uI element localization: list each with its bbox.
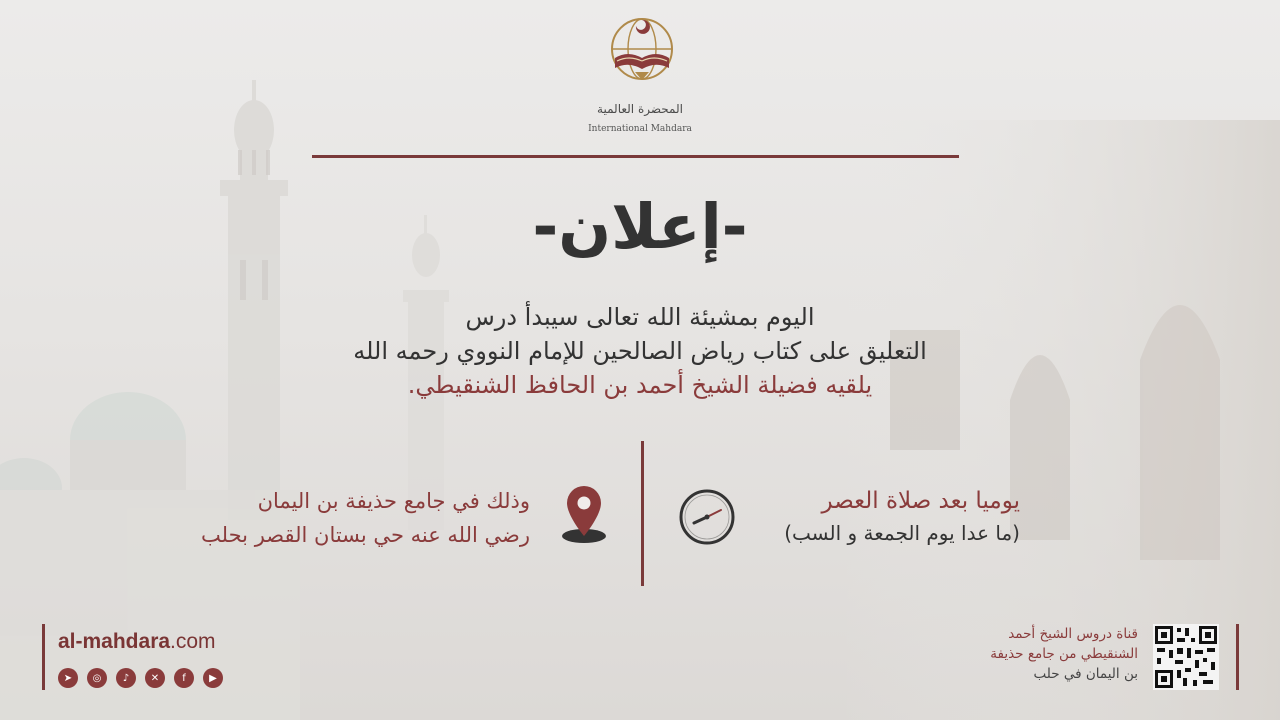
footer-left-bar bbox=[42, 624, 45, 690]
social-links bbox=[58, 668, 223, 688]
time-exception-text: (ما عدا يوم الجمعة و السب) bbox=[784, 521, 1020, 545]
channel-line-3: بن اليمان في حلب bbox=[1033, 666, 1138, 682]
tiktok-icon[interactable]: ♪ bbox=[116, 668, 136, 688]
announcement-heading: -إعلان- bbox=[532, 190, 748, 263]
book-globe-icon bbox=[607, 14, 677, 94]
schedule-place bbox=[60, 484, 530, 552]
brand-name-arabic: المحضرة العالمية bbox=[597, 102, 683, 116]
youtube-icon[interactable]: ▶ bbox=[203, 668, 223, 688]
announcement-line-2: التعليق على كتاب رياض الصالحين للإمام النووي رحمه الله bbox=[353, 337, 927, 365]
announcement-line-3: يلقيه فضيلة الشيخ أحمد بن الحافظ الشنقيطي. bbox=[407, 371, 873, 399]
website-domain: al-mahdara bbox=[58, 630, 171, 653]
schedule-time bbox=[660, 484, 1020, 548]
announcement-body bbox=[280, 300, 1000, 402]
location-pin-icon bbox=[558, 484, 610, 546]
place-line-2: رضي الله عنه حي بستان القصر بحلب bbox=[201, 523, 530, 547]
telegram-icon[interactable]: ➤ bbox=[58, 668, 78, 688]
channel-line-2: الشنقيطي من جامع حذيفة bbox=[990, 646, 1138, 662]
x-icon[interactable]: ✕ bbox=[145, 668, 165, 688]
middle-divider bbox=[641, 441, 644, 586]
brand-name-english: International Mahdara bbox=[588, 124, 692, 134]
website-link[interactable] bbox=[58, 630, 216, 654]
channel-line-1: قناة دروس الشيخ أحمد bbox=[1008, 626, 1138, 642]
qr-code[interactable] bbox=[1153, 624, 1219, 690]
place-line-1: وذلك في جامع حذيفة بن اليمان bbox=[257, 489, 530, 513]
channel-info bbox=[930, 624, 1138, 684]
website-tld: .com bbox=[170, 630, 216, 653]
facebook-icon[interactable]: f bbox=[174, 668, 194, 688]
footer-right-bar bbox=[1236, 624, 1239, 690]
time-text: يوميا بعد صلاة العصر bbox=[821, 488, 1020, 514]
brand-logo bbox=[600, 14, 684, 94]
top-divider bbox=[312, 155, 959, 158]
instagram-icon[interactable]: ◎ bbox=[87, 668, 107, 688]
announcement-line-1: اليوم بمشيئة الله تعالى سيبدأ درس bbox=[465, 303, 815, 331]
